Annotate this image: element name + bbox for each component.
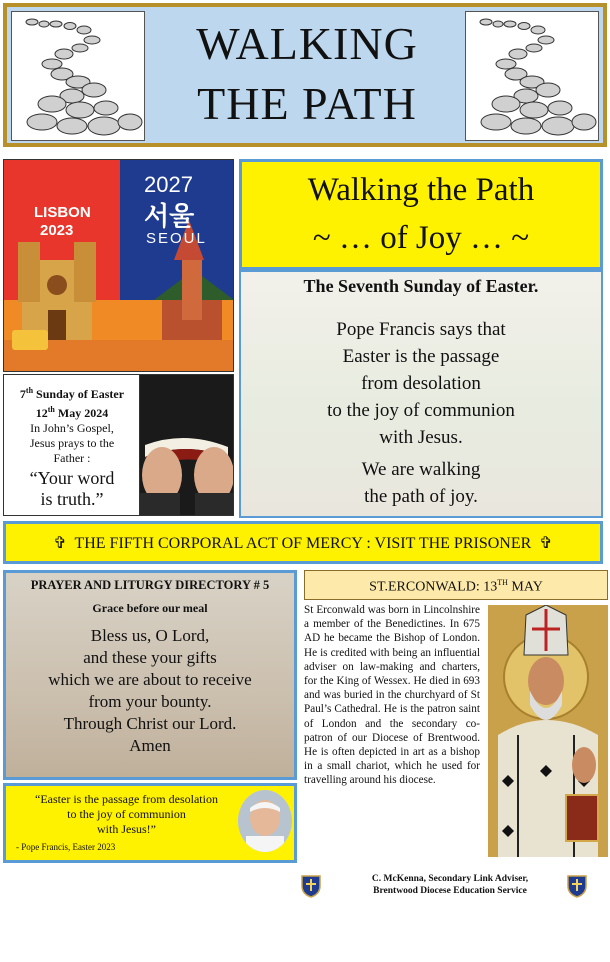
pope-quote-line-3: with Jesus!”: [97, 822, 156, 836]
panel-quote: Pope Francis says that Easter is the passage from desolation to the joy of communion with Jesus.: [327, 319, 515, 448]
pope-quote-line-1: “Easter is the passage from desolation: [35, 792, 218, 806]
stepping-stones-path-right: [465, 11, 599, 141]
footer-line-1: C. McKenna, Secondary Link Adviser,: [371, 874, 529, 884]
stepping-stones-path-left: [11, 11, 145, 141]
sunday-line-4: Jesus prays to the: [29, 436, 115, 450]
prayer-subheading: Grace before our meal: [92, 601, 208, 615]
seoul-label: SEOUL: [146, 230, 207, 247]
erconwald-biography: St Erconwald was born in Lincolnshire a member of the Benedictines. In 675 AD he became the Bishop of London. He is credited with being an influential adviser on law-making and charters, for the King of Wessex. He died in 693 and was buried in the churchyard of St Paul’s Cathedral. He is the patron saint of London and the secondary co-patron of our Diocese of Brentwood. He is often depicted in art as a bishop in a small chariot, which he used for travelling around his diocese.: [304, 604, 480, 787]
sunday-quote-2: is truth.”: [40, 489, 104, 509]
prayer-heading: PRAYER AND LITURGY DIRECTORY # 5: [30, 578, 270, 592]
title-line-2: THE PATH: [197, 78, 417, 129]
pope-quote-box: [3, 783, 297, 863]
seoul-year: 2027: [144, 172, 193, 197]
footer: [300, 870, 590, 902]
grace-prayer: Bless us, O Lord, and these your gifts which we are about to receive from your bounty. Through Christ our Lord. Amen: [48, 626, 252, 755]
diocese-crest-icon: [566, 872, 588, 898]
hands-holding-bible-image: [139, 374, 234, 516]
panel-heading: The Seventh Sunday of Easter.: [303, 276, 539, 296]
banner-line-1: Walking the Path: [307, 172, 535, 208]
cross-icon: ✞: [539, 535, 553, 552]
prayer-directory-panel: [3, 570, 297, 780]
diocese-crest-icon: [300, 872, 322, 898]
mercy-banner: [3, 521, 603, 564]
pope-attribution: - Pope Francis, Easter 2023: [16, 842, 116, 852]
sunday-line-1: 7th Sunday of Easter: [19, 386, 125, 401]
pope-quote-line-2: to the joy of communion: [67, 807, 186, 821]
sunday-line-3: In John’s Gospel,: [30, 421, 114, 435]
mercy-text: THE FIFTH CORPORAL ACT OF MERCY : VISIT THE PRISONER: [74, 535, 532, 552]
panel-quote-2: We are walking the path of joy.: [361, 459, 481, 507]
easter-quote-panel: [239, 270, 603, 518]
pope-francis-portrait: [238, 790, 292, 852]
seoul-korean: 서울: [144, 202, 195, 232]
header-banner: [3, 3, 607, 147]
sunday-quote-1: “Your word: [29, 468, 115, 488]
banner-line-2: ~ … of Joy … ~: [312, 220, 530, 256]
title-line-1: WALKING: [196, 18, 418, 69]
joy-banner: [239, 159, 603, 270]
lisbon-year: 2023: [40, 222, 74, 239]
cross-icon: ✞: [53, 535, 67, 552]
world-youth-day-poster: [3, 159, 234, 372]
sunday-line-5: Father :: [53, 451, 91, 465]
lisbon-label: LISBON: [34, 204, 91, 221]
footer-line-2: Brentwood Diocese Education Service: [373, 886, 527, 896]
st-erconwald-icon-image: [488, 605, 608, 857]
sunday-date: 12th May 2024: [35, 405, 109, 420]
erconwald-heading: ST.ERCONWALD: 13TH MAY: [304, 570, 608, 600]
